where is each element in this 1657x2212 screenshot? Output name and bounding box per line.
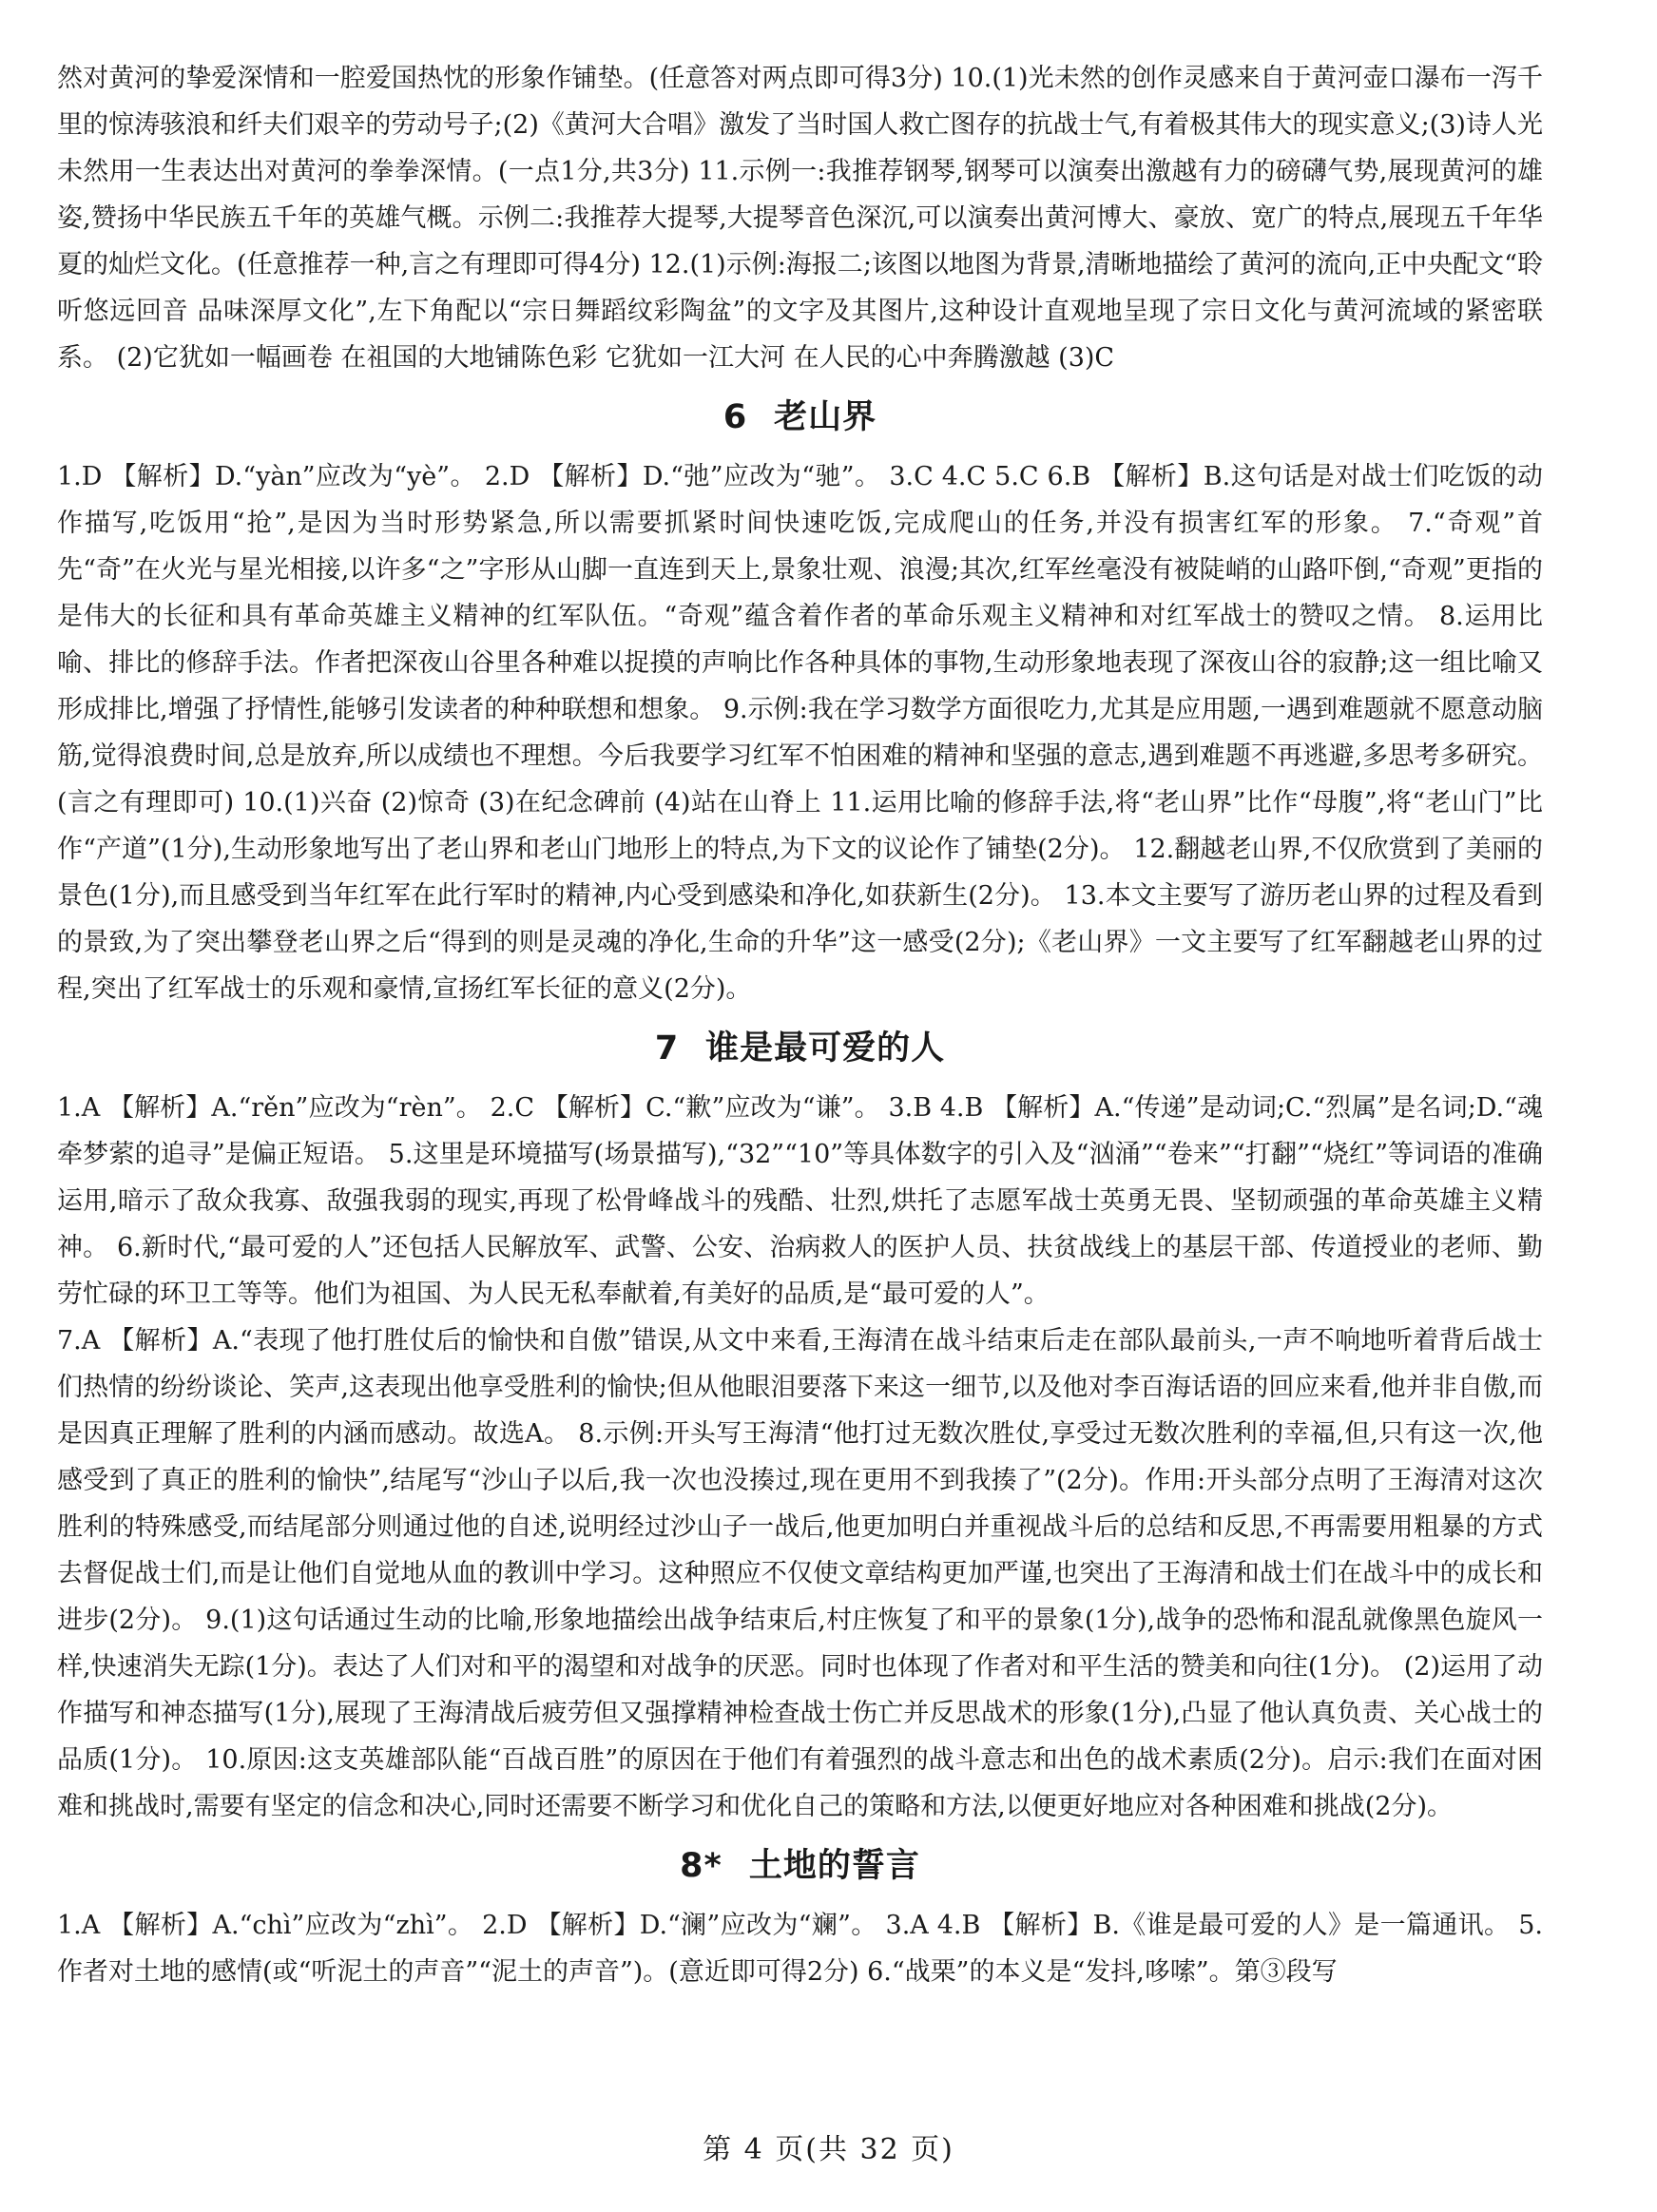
section-7-answers-part1: 1.A 【解析】A.“rěn”应改为“rèn”。 2.C 【解析】C.“歉”应改为“谦”。 3.B 4.B 【解析】A.“传递”是动词;C.“烈属”是名词;D.“魂牵梦萦的追寻”是偏正短语。 5.这里是环境描写(场景描写),“32”“10”等具体数字的引入及“汹涌”“卷来”“打翻”“烧红”等词语的准确运用,暗示了敌众我寡、敌强我弱的现实,再现了松骨峰战斗的残酷、壮烈,烘托了志愿军战士英勇无畏、坚韧顽强的革命英雄主义精神。 6.新时代,“最可爱的人”还包括人民解放军、武警、公安、治病救人的医护人员、扶贫战线上的基层干部、传道授业的老师、勤劳忙碌的环卫工等等。他们为祖国、为人民无私奉献着,有美好的品质,是“最可爱的人”。	[57, 1093, 1543, 1309]
section-6-answers: 1.D 【解析】D.“yàn”应改为“yè”。 2.D 【解析】D.“弛”应改为“驰”。 3.C 4.C 5.C 6.B 【解析】B.这句话是对战士们吃饭的动作描写,吃饭用“抢”,是因为当时形势紧急,所以需要抓紧时间快速吃饭,完成爬山的任务,并没有损害红军的形象。 7.“奇观”首先“奇”在火光与星光相接,以许多“之”字形从山脚一直连到天上,景象壮观、浪漫;其次,红军丝毫没有被陡峭的山路吓倒,“奇观”更指的是伟大的长征和具有革命英雄主义精神的红军队伍。“奇观”蕴含着作者的革命乐观主义精神和对红军战士的赞叹之情。 8.运用比喻、排比的修辞手法。作者把深夜山谷里各种难以捉摸的声响比作各种具体的事物,生动形象地表现了深夜山谷的寂静;这一组比喻又形成排比,增强了抒情性,能够引发读者的种种联想和想象。 9.示例:我在学习数学方面很吃力,尤其是应用题,一遇到难题就不愿意动脑筋,觉得浪费时间,总是放弃,所以成绩也不理想。今后我要学习红军不怕困难的精神和坚强的意志,遇到难题不再逃避,多思考多研究。(言之有理即可) 10.(1)兴奋 (2)惊奇 (3)在纪念碑前 (4)站在山脊上 11.运用比喻的修辞手法,将“老山界”比作“母腹”,将“老山门”比作“产道”(1分),生动形象地写出了老山界和老山门地形上的特点,为下文的议论作了铺垫(2分)。 12.翻越老山界,不仅欣赏到了美丽的景色(1分),而且感受到当年红军在此行军时的精神,内心受到感染和净化,如获新生(2分)。 13.本文主要写了游历老山界的过程及看到的景致,为了突出攀登老山界之后“得到的则是灵魂的净化,生命的升华”这一感受(2分);《老山界》一文主要写了红军翻越老山界的过程,突出了红军战士的乐观和豪情,宣扬红军长征的意义(2分)。	[57, 462, 1543, 1004]
page-number-footer: 第 4 页(共 32 页)	[703, 2133, 954, 2166]
intro-paragraph: 然对黄河的挚爱深情和一腔爱国热忱的形象作铺垫。(任意答对两点即可得3分) 10.(1)光未然的创作灵感来自于黄河壶口瀑布一泻千里的惊涛骇浪和纤夫们艰辛的劳动号子;(2)《黄河大合唱》激发了当时国人救亡图存的抗战士气,有着极其伟大的现实意义;(3)诗人光未然用一生表达出对黄河的拳拳深情。(一点1分,共3分) 11.示例一:我推荐钢琴,钢琴可以演奏出激越有力的磅礴气势,展现黄河的雄姿,赞扬中华民族五千年的英雄气概。示例二:我推荐大提琴,大提琴音色深沉,可以演奏出黄河博大、豪放、宽广的特点,展现五千年华夏的灿烂文化。(任意推荐一种,言之有理即可得4分) 12.(1)示例:海报二;该图以地图为背景,清晰地描绘了黄河的流向,正中央配文“聆听悠远回音 品味深厚文化”,左下角配以“宗日舞蹈纹彩陶盆”的文字及其图片,这种设计直观地呈现了宗日文化与黄河流域的紧密联系。 (2)它犹如一幅画卷 在祖国的大地铺陈色彩 它犹如一江大河 在人民的心中奔腾激越 (3)C	[57, 64, 1543, 373]
section-6-heading	[57, 381, 1543, 453]
section-8-number: 8*	[680, 1847, 723, 1885]
answer-page	[57, 55, 1543, 1995]
section-6-title: 老山界	[774, 398, 877, 436]
section-8-title: 土地的誓言	[748, 1847, 920, 1885]
section-8-answers: 1.A 【解析】A.“chì”应改为“zhì”。 2.D 【解析】D.“澜”应改为“斓”。 3.A 4.B 【解析】B.《谁是最可爱的人》是一篇通讯。 5.作者对土地的感情(或“听泥土的声音”“泥土的声音”)。(意近即可得2分) 6.“战栗”的本义是“发抖,哆嗦”。第③段写	[57, 1911, 1543, 1987]
section-7-number: 7	[654, 1029, 680, 1068]
section-7-answers-part2: 7.A 【解析】A.“表现了他打胜仗后的愉快和自傲”错误,从文中来看,王海清在战斗结束后走在部队最前头,一声不响地听着背后战士们热情的纷纷谈论、笑声,这表现出他享受胜利的愉快;但从他眼泪要落下来这一细节,以及他对李百海话语的回应来看,他并非自傲,而是因真正理解了胜利的内涵而感动。故选A。 8.示例:开头写王海清“他打过无数次胜仗,享受过无数次胜利的幸福,但,只有这一次,他感受到了真正的胜利的愉快”,结尾写“沙山子以后,我一次也没揍过,现在更用不到我揍了”(2分)。作用:开头部分点明了王海清对这次胜利的特殊感受,而结尾部分则通过他的自述,说明经过沙山子一战后,他更加明白并重视战斗后的总结和反思,不再需要用粗暴的方式去督促战士们,而是让他们自觉地从血的教训中学习。这种照应不仅使文章结构更加严谨,也突出了王海清和战士们在战斗中的成长和进步(2分)。 9.(1)这句话通过生动的比喻,形象地描绘出战争结束后,村庄恢复了和平的景象(1分),战争的恐怖和混乱就像黑色旋风一样,快速消失无踪(1分)。表达了人们对和平的渴望和对战争的厌恶。同时也体现了作者对和平生活的赞美和向往(1分)。 (2)运用了动作描写和神态描写(1分),展现了王海清战后疲劳但又强撑精神检查战士伤亡并反思战术的形象(1分),凸显了他认真负责、关心战士的品质(1分)。 10.原因:这支英雄部队能“百战百胜”的原因在于他们有着强烈的战斗意志和出色的战术素质(2分)。启示:我们在面对困难和挑战时,需要有坚定的信念和决心,同时还需要不断学习和优化自己的策略和方法,以便更好地应对各种困难和挑战(2分)。	[57, 1326, 1543, 1821]
section-7-heading	[57, 1012, 1543, 1085]
section-7-title: 谁是最可爱的人	[705, 1029, 946, 1068]
section-6-number: 6	[723, 398, 748, 436]
section-8-heading	[57, 1830, 1543, 1902]
